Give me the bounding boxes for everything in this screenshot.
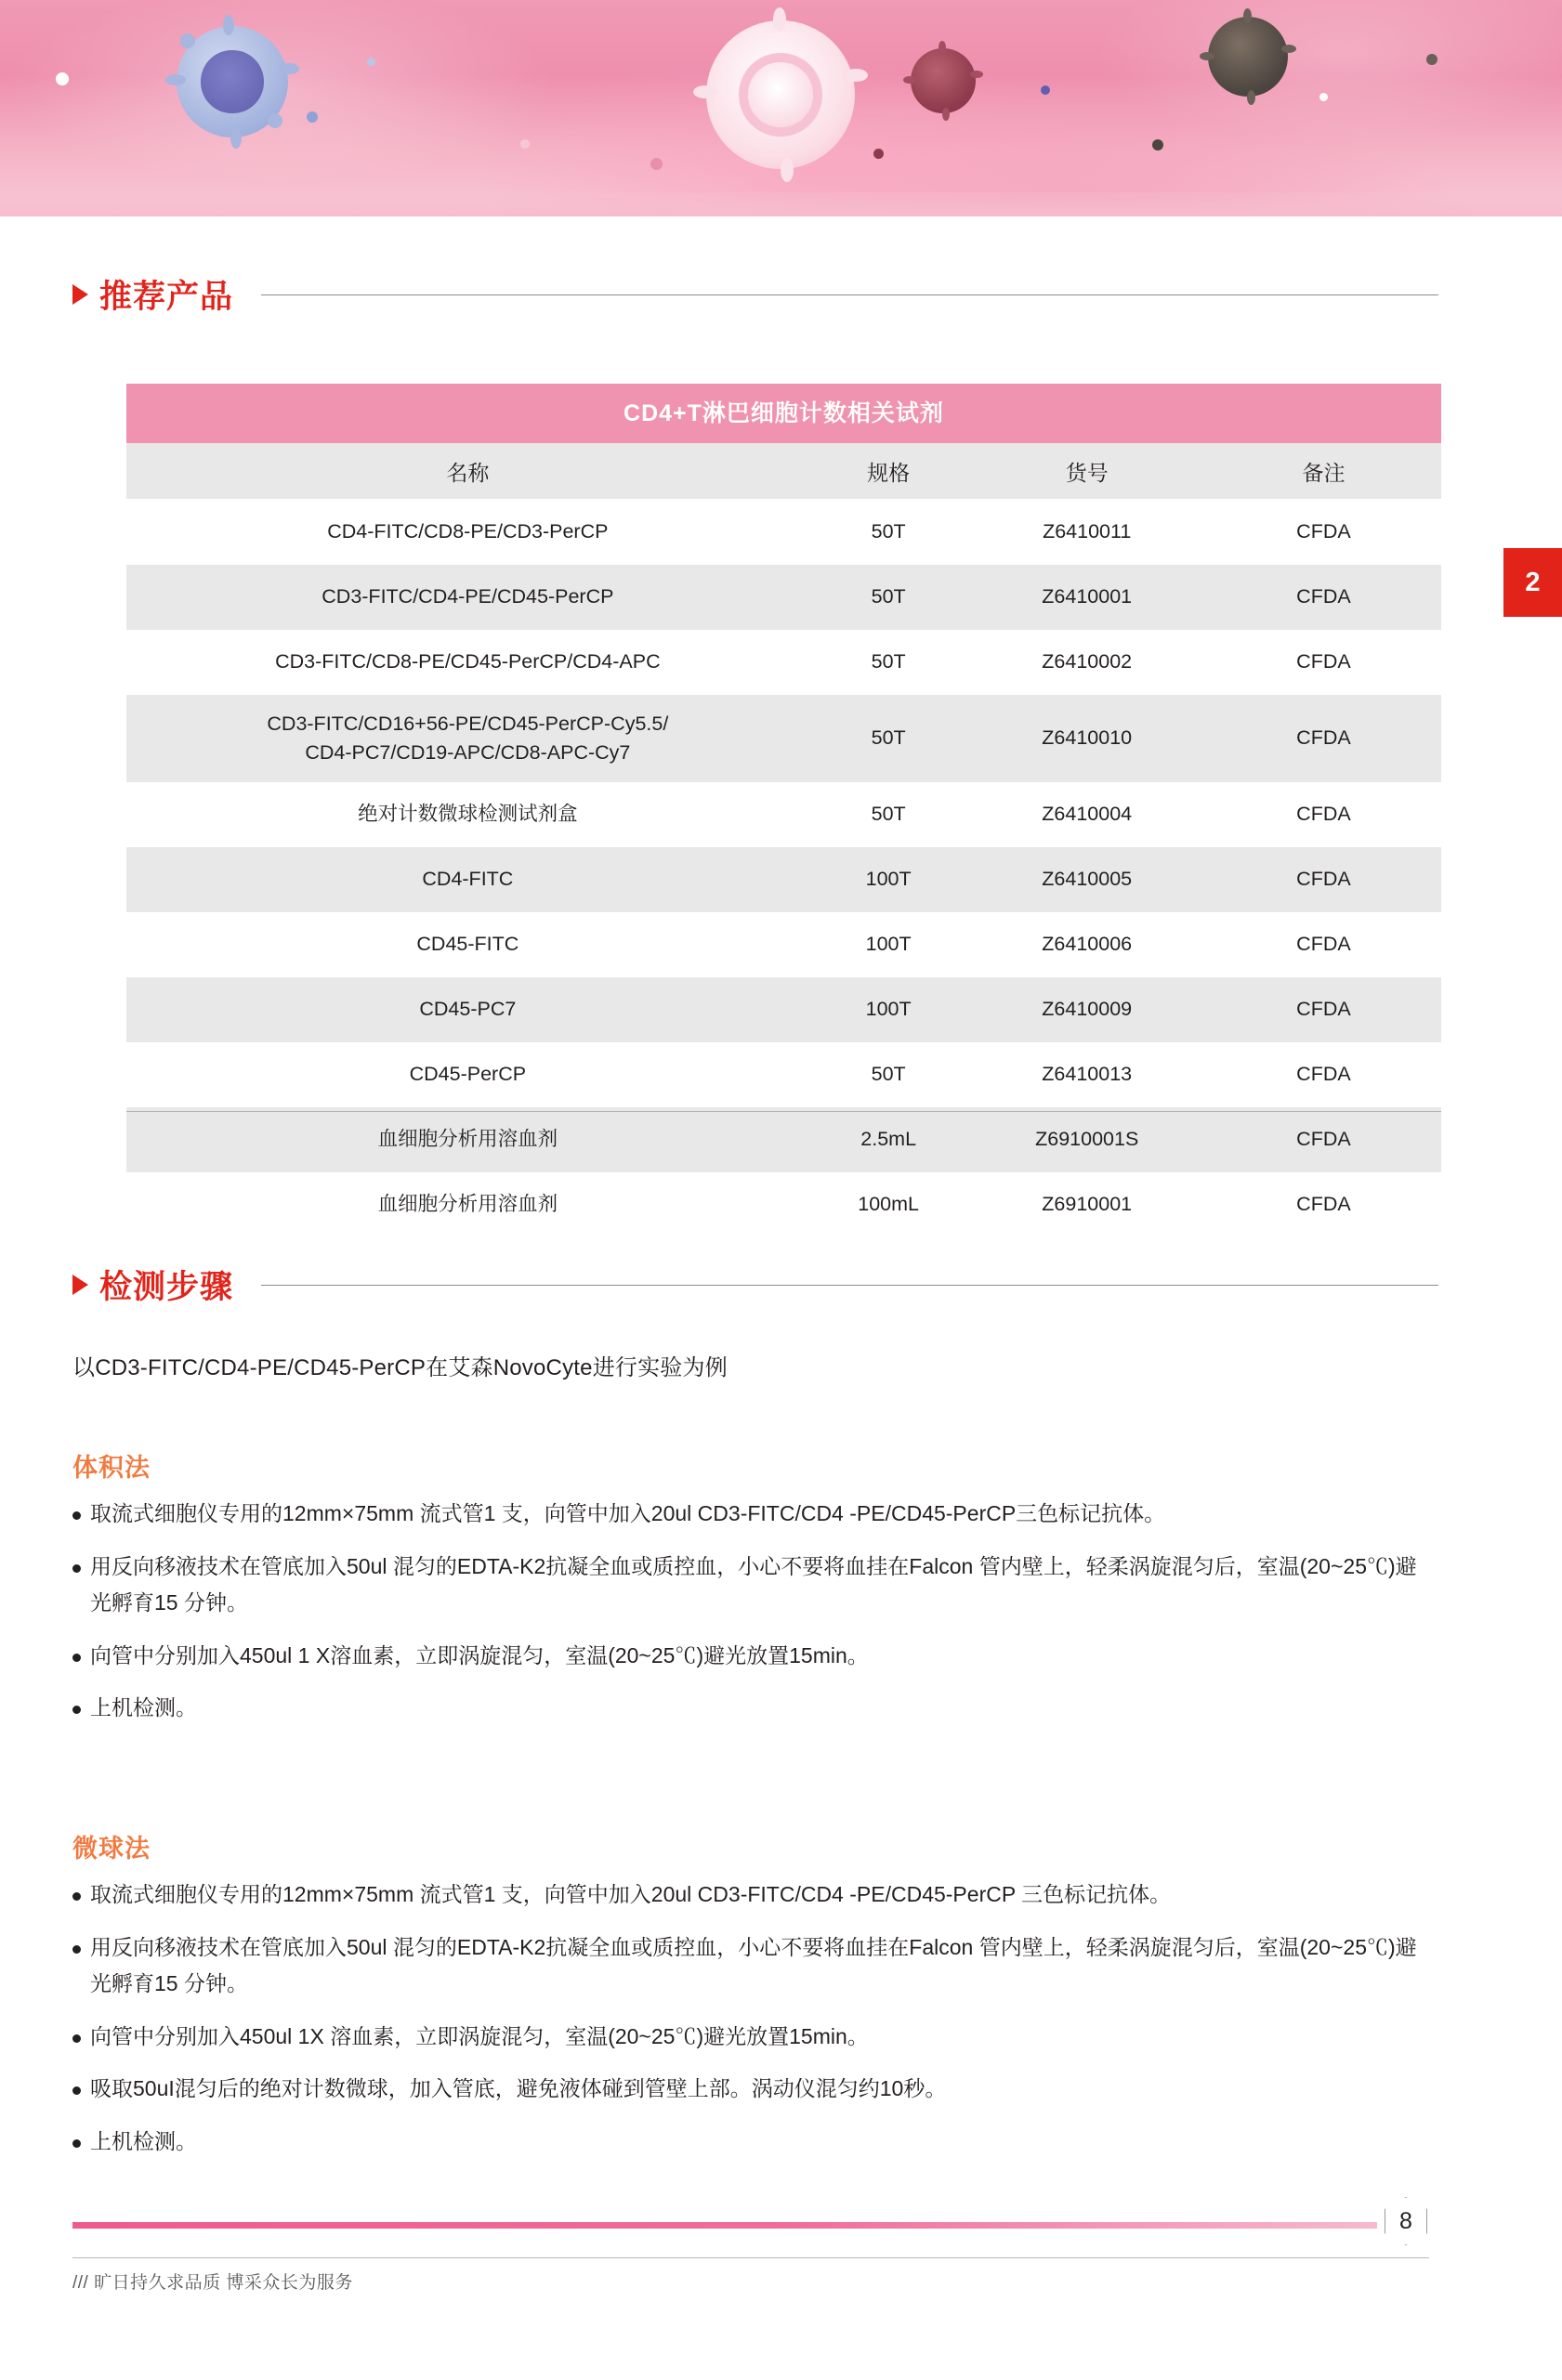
cell-name: CD45-PC7 <box>126 977 809 1042</box>
bullet-dot-icon <box>72 1892 81 1901</box>
list-item <box>72 1549 1424 1622</box>
cell-note: CFDA <box>1206 630 1441 695</box>
table-row <box>126 912 1441 977</box>
bullet-dot-icon <box>72 2139 81 2148</box>
steps-intro-text: 以CD3-FITC/CD4-PE/CD45-PerCP在艾森NovoCyte进行实验为例 <box>72 1355 728 1380</box>
steps-list-volumetric <box>72 1496 1424 1743</box>
cell-spec: 50T <box>809 565 968 630</box>
cell-name: 血细胞分析用溶血剂 <box>126 1172 809 1237</box>
cell-code: Z6410013 <box>968 1042 1206 1107</box>
cell-code: Z6410009 <box>968 977 1206 1042</box>
triangle-bullet-icon <box>72 1275 88 1295</box>
section-title-products: 推荐产品 <box>99 279 234 315</box>
table-row <box>126 500 1441 566</box>
table-row <box>126 1172 1441 1237</box>
cell-name: 血细胞分析用溶血剂 <box>126 1107 809 1172</box>
cell-spec: 2.5mL <box>809 1107 968 1172</box>
list-item-text: 上机检测。 <box>90 2128 197 2153</box>
cell-note: CFDA <box>1206 912 1441 977</box>
cell-spec: 50T <box>809 630 968 695</box>
list-item-text: 用反向移液技术在管底加入50ul 混匀的EDTA-K2抗凝全血或质控血，小心不要将血挂在Falcon 管内壁上，轻柔涡旋混匀后，室温(20~25℃)避光孵育15 分钟。 <box>90 1934 1417 1996</box>
cell-name: CD45-FITC <box>126 912 809 977</box>
cell-code: Z6410001 <box>968 565 1206 630</box>
cell-note: CFDA <box>1206 1107 1441 1172</box>
cell-name: CD45-PerCP <box>126 1042 809 1107</box>
cell-spec: 50T <box>809 1042 968 1107</box>
particle-dot <box>367 58 375 66</box>
table-header-row <box>126 443 1441 500</box>
list-item <box>72 1638 1424 1675</box>
chapter-tab-number: 2 <box>1525 567 1541 597</box>
table-row <box>126 977 1441 1042</box>
cell-code: Z6410004 <box>968 782 1206 847</box>
products-table-caption: CD4+T淋巴细胞计数相关试剂 <box>126 384 1441 443</box>
table-row <box>126 782 1441 847</box>
bullet-dot-icon <box>72 2086 81 2095</box>
list-item <box>72 1496 1424 1533</box>
list-item <box>72 2124 1424 2161</box>
cell-spec: 50T <box>809 500 968 566</box>
page-number: 8 <box>1399 2207 1412 2234</box>
cell-code: Z6910001 <box>968 1172 1206 1237</box>
products-table-body <box>126 500 1441 1238</box>
list-item-text: 取流式细胞仪专用的12mm×75mm 流式管1 支，向管中加入20ul CD3-FITC/CD4 -PE/CD45-PerCP 三色标记抗体。 <box>90 1882 1172 1906</box>
cell-note: CFDA <box>1206 565 1441 630</box>
decorative-banner <box>0 0 1562 216</box>
particle-dot <box>1426 54 1437 65</box>
virus-illustration-blue <box>177 26 288 137</box>
heading-rule <box>261 1285 1438 1286</box>
particle-dot <box>1152 139 1163 150</box>
particle-dot <box>873 149 884 159</box>
list-item <box>72 2071 1424 2108</box>
cell-note: CFDA <box>1206 782 1441 847</box>
cell-code: Z6910001S <box>968 1107 1206 1172</box>
section-heading-products <box>72 271 1438 318</box>
products-table-wrapper <box>126 384 1441 1237</box>
column-header-name: 名称 <box>126 443 809 500</box>
heading-rule <box>261 294 1438 295</box>
list-item-text: 取流式细胞仪专用的12mm×75mm 流式管1 支，向管中加入20ul CD3-FITC/CD4 -PE/CD45-PerCP三色标记抗体。 <box>90 1501 1166 1525</box>
cell-name: CD4-FITC <box>126 847 809 912</box>
triangle-bullet-icon <box>72 284 88 305</box>
virus-illustration-dark-red <box>911 48 976 113</box>
subsection-title-beads: 微球法 <box>72 1835 151 1863</box>
bullet-dot-icon <box>72 1706 81 1714</box>
list-item <box>72 2019 1424 2056</box>
section-heading-steps <box>72 1262 1438 1308</box>
cell-spec: 100mL <box>809 1172 968 1237</box>
cell-note: CFDA <box>1206 695 1441 782</box>
table-row <box>126 847 1441 912</box>
list-item-text: 吸取50uI混匀后的绝对计数微球，加入管底，避免液体碰到管壁上部。涡动仪混匀约10秒。 <box>90 2076 947 2101</box>
list-item-text: 向管中分别加入450ul 1 X溶血素，立即涡旋混匀，室温(20~25℃)避光放置15min。 <box>90 1642 869 1667</box>
cell-note: CFDA <box>1206 500 1441 566</box>
footer-rule <box>72 2257 1429 2258</box>
particle-dot <box>1319 93 1328 101</box>
list-item-text: 向管中分别加入450ul 1X 溶血素，立即涡旋混匀，室温(20~25℃)避光放置15min。 <box>90 2023 869 2048</box>
column-header-code: 货号 <box>968 443 1206 500</box>
particle-dot <box>650 158 663 170</box>
cell-name: CD3-FITC/CD4-PE/CD45-PerCP <box>126 565 809 630</box>
bullet-dot-icon <box>72 1564 81 1573</box>
cell-code: Z6410010 <box>968 695 1206 782</box>
table-row <box>126 1107 1441 1172</box>
cell-name: 绝对计数微球检测试剂盒 <box>126 782 809 847</box>
steps-list-beads <box>72 1877 1424 2176</box>
cell-note: CFDA <box>1206 847 1441 912</box>
table-row <box>126 695 1441 782</box>
cell-name: CD3-FITC/CD8-PE/CD45-PerCP/CD4-APC <box>126 630 809 695</box>
particle-dot <box>1041 85 1050 95</box>
particle-dot <box>56 72 69 85</box>
cell-spec: 50T <box>809 782 968 847</box>
subsection-title-volumetric: 体积法 <box>72 1454 151 1482</box>
list-item-text: 用反向移液技术在管底加入50ul 混匀的EDTA-K2抗凝全血或质控血，小心不要将血挂在Falcon 管内壁上，轻柔涡旋混匀后，室温(20~25℃)避光孵育15 分钟。 <box>90 1553 1417 1615</box>
cell-code: Z6410005 <box>968 847 1206 912</box>
table-row <box>126 565 1441 630</box>
list-item <box>72 1690 1424 1727</box>
page-number-badge <box>1385 2197 1427 2245</box>
banner-bottom-fade <box>0 192 1562 216</box>
cell-note: CFDA <box>1206 1042 1441 1107</box>
cell-spec: 100T <box>809 847 968 912</box>
cell-spec: 50T <box>809 695 968 782</box>
cell-note: CFDA <box>1206 977 1441 1042</box>
footer-accent-bar <box>72 2222 1377 2229</box>
chapter-tab <box>1503 548 1562 617</box>
particle-dot <box>307 111 318 123</box>
table-row <box>126 630 1441 695</box>
cell-spec: 100T <box>809 912 968 977</box>
cell-code: Z6410002 <box>968 630 1206 695</box>
bullet-dot-icon <box>72 1511 81 1520</box>
section-title-steps: 检测步骤 <box>99 1269 234 1305</box>
cell-code: Z6410006 <box>968 912 1206 977</box>
cell-name: CD3-FITC/CD16+56-PE/CD45-PerCP-Cy5.5/ CD4-PC7/CD19-APC/CD8-APC-Cy7 <box>126 695 809 782</box>
table-bottom-rule <box>126 1111 1441 1112</box>
list-item <box>72 1929 1424 2003</box>
footer-slogan: /// 旷日持久求品质 博采众长为服务 <box>72 2273 353 2293</box>
table-row <box>126 1042 1441 1107</box>
bullet-dot-icon <box>72 1654 81 1662</box>
list-item <box>72 1877 1424 1914</box>
column-header-spec: 规格 <box>809 443 968 500</box>
cell-note: CFDA <box>1206 1172 1441 1237</box>
products-table <box>126 384 1441 1237</box>
list-item-text: 上机检测。 <box>90 1695 197 1720</box>
bullet-dot-icon <box>72 2034 81 2043</box>
column-header-note: 备注 <box>1206 443 1441 500</box>
bullet-dot-icon <box>72 1945 81 1954</box>
cell-name: CD4-FITC/CD8-PE/CD3-PerCP <box>126 500 809 566</box>
virus-illustration-pink <box>706 20 855 169</box>
particle-dot <box>520 139 530 149</box>
virus-illustration-olive <box>1208 17 1288 97</box>
cell-spec: 100T <box>809 977 968 1042</box>
cell-code: Z6410011 <box>968 500 1206 566</box>
